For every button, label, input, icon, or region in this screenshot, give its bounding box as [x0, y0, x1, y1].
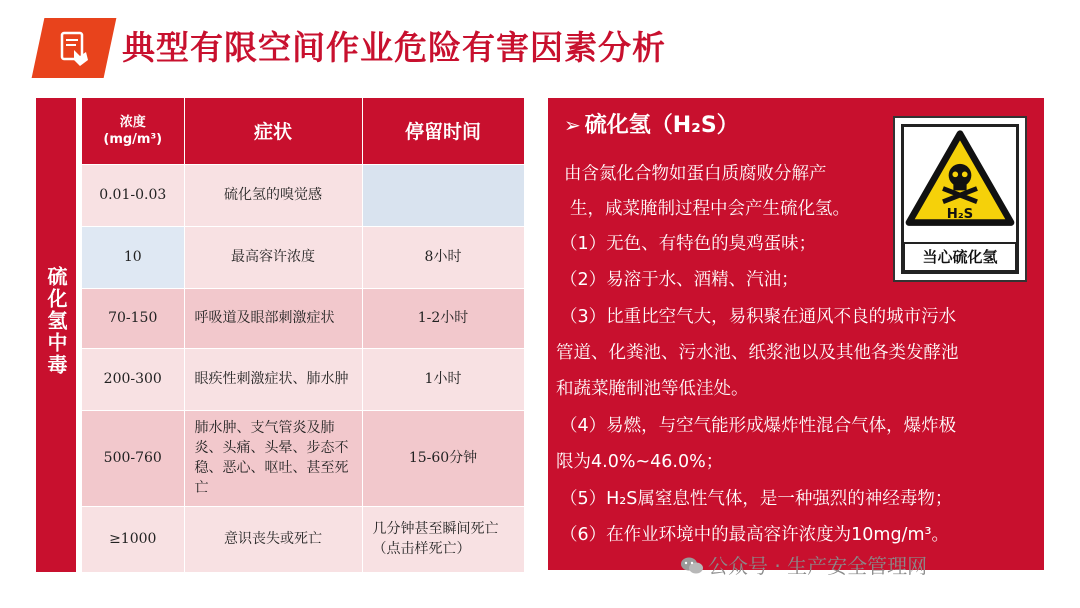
cell-concentration: ≥1000 [82, 506, 184, 572]
cell-concentration: 500-760 [82, 410, 184, 506]
panel-line: （4）易燃，与空气能形成爆炸性混合气体，爆炸极 [560, 416, 957, 436]
panel-line: 限为4.0%~46.0%； [556, 452, 724, 472]
cell-concentration: 200-300 [82, 348, 184, 410]
panel-title [564, 108, 739, 139]
table-row [82, 348, 524, 410]
cell-concentration: 10 [82, 226, 184, 288]
cell-concentration: 0.01-0.03 [82, 164, 184, 226]
wechat-icon [680, 556, 704, 576]
column-header-concentration-unit: (mg/m³) [103, 131, 163, 147]
cell-duration: 15-60分钟 [362, 410, 524, 506]
panel-title-text: 硫化氢（H₂S） [584, 113, 739, 138]
table-row [82, 288, 524, 348]
sidebar-label-bar [36, 98, 76, 572]
panel-line: （3）比重比空气大，易积聚在通风不良的城市污水 [560, 307, 957, 327]
watermark-text: 公众号 · 生产安全管理网 [708, 554, 928, 578]
cell-duration: 1小时 [362, 348, 524, 410]
column-header-concentration-line1: 浓度 [119, 114, 146, 130]
cell-symptom: 意识丧失或死亡 [184, 506, 362, 572]
concentration-table [82, 98, 525, 572]
panel-line: （2）易溶于水、酒精、汽油； [560, 270, 799, 290]
cell-symptom: 肺水肿、支气管炎及肺炎、头痛、头晕、步态不稳、恶心、呕吐、甚至死亡 [184, 410, 362, 506]
column-header-symptom: 症状 [184, 98, 362, 164]
column-header-concentration [82, 98, 184, 164]
panel-line: （1）无色、有特色的臭鸡蛋味； [560, 234, 817, 254]
watermark [680, 550, 927, 579]
column-header-duration: 停留时间 [362, 98, 524, 164]
skull-crossbones-icon [902, 128, 1018, 232]
cell-concentration: 70-150 [82, 288, 184, 348]
table-header-row [82, 98, 524, 164]
panel-line: 管道、化粪池、污水池、纸浆池以及其他各类发酵池 [556, 343, 959, 363]
table-row [82, 226, 524, 288]
cell-duration [362, 164, 524, 226]
cell-symptom: 眼疾性刺激症状、肺水肿 [184, 348, 362, 410]
document-hand-icon [58, 30, 92, 70]
table-row [82, 506, 524, 572]
sign-symbol-text: H₂S [946, 206, 974, 222]
h2s-info-panel [548, 98, 1044, 570]
cell-duration: 几分钟甚至瞬间死亡（点击样死亡） [362, 506, 524, 572]
arrow-bullet-icon: ➢ [564, 113, 581, 137]
page-title: 典型有限空间作业危险有害因素分析 [122, 28, 666, 67]
warning-sign-label: 当心硫化氢 [903, 242, 1017, 272]
panel-line: 生，咸菜腌制过程中会产生硫化氢。 [570, 199, 850, 219]
cell-symptom: 呼吸道及眼部刺激症状 [184, 288, 362, 348]
panel-line: （6）在作业环境中的最高容许浓度为10mg/m³。 [560, 525, 950, 545]
cell-duration: 8小时 [362, 226, 524, 288]
sidebar-label: 硫化氢中毒 [44, 266, 68, 376]
table-row [82, 164, 524, 226]
warning-sign [893, 116, 1027, 282]
cell-symptom: 硫化氢的嗅觉感 [184, 164, 362, 226]
cell-duration: 1-2小时 [362, 288, 524, 348]
panel-line: 和蔬菜腌制池等低洼处。 [556, 379, 749, 399]
cell-symptom: 最高容许浓度 [184, 226, 362, 288]
table-row [82, 410, 524, 506]
panel-line: 由含氮化合物如蛋白质腐败分解产 [564, 164, 827, 184]
panel-line: （5）H₂S属窒息性气体，是一种强烈的神经毒物； [560, 489, 953, 509]
